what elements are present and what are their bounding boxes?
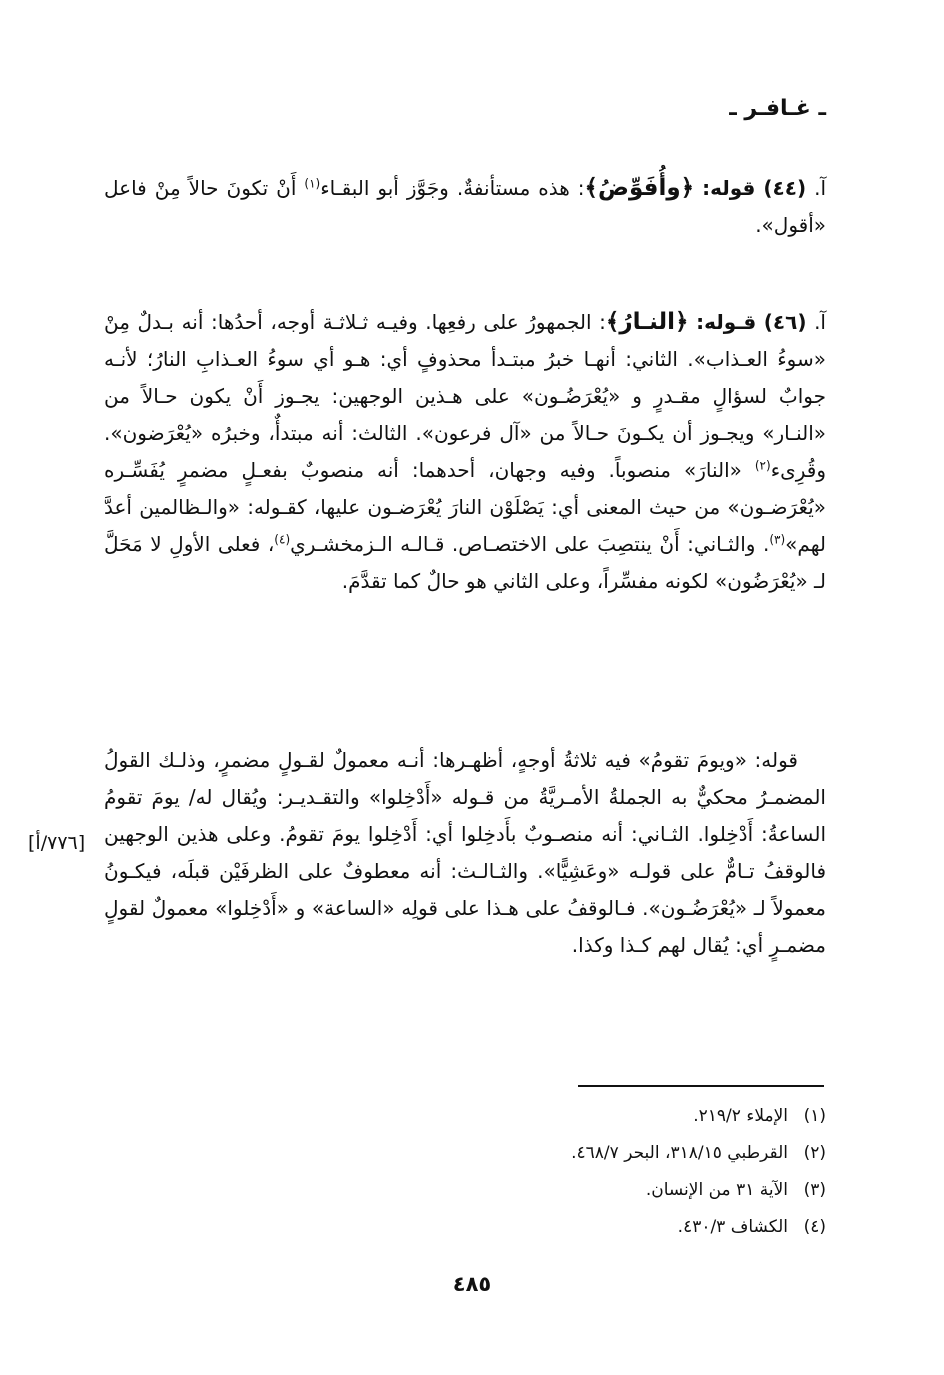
footnote-text: الإملاء ٢١٩/٢. [693,1106,788,1126]
footnote-number: (١) [803,1106,826,1126]
footnote-item [226,1098,826,1135]
footnote-number: (٢) [803,1143,826,1163]
verse-number: (٤٤) [763,176,807,200]
footnote-text: القرطبي ٣١٨/١٥، البحر ٤٦٨/٧. [571,1143,788,1163]
paragraph-text: أَنْ تكونَ حالاً مِنْ فاعل «أقول». [104,176,826,237]
paragraph-text: «النارَ» منصوباً. وفيه وجهان، أحدهما: أنه منصوبٌ بفعـلٍ مضمرٍ يُفَسِّـره «يُعْرَضـون» من حيث المعنى أي: يَصْلَوْن النارَ يُعْرَضـون عليها، كقـوله: «والـظالمين أعدَّ لهم» [104,458,826,556]
footnote-text: الآية ٣١ من الإنسان. [645,1180,788,1200]
paragraph-text: : هذه مستأنفةٌ. وجَوَّز أبو البقـاء [320,176,585,200]
footnote-reference: (٢) [754,458,771,473]
footnote-item [226,1209,826,1246]
qawluh-keyword: قوله: [702,176,756,200]
paragraph-text: : الجمهورُ على رفعِها. وفيـه ثـلاثـة أوجه، أحدُها: أنه بـدلٌ مِنْ «سوءُ العـذاب». الثاني: أنهـا خبرُ مبتـدأ محذوفٍ أي: هـو أي سوءُ العـذابِ النارُ؛ لأنـه جوابٌ لسؤالٍ مقـدرٍ و «يُعْرَضُـون» على هـذين الوجهين: يجـوز أَنْ يكون حـالاً من «النـار» ويجـوز أن يكـونَ حـالاً من «آل فرعون». الثالث: أنه مبتدأٌ، وخبرُه «يُعْرَضون». وقُرِىء [104,310,826,482]
footnotes [226,1098,826,1246]
footnote-number: (٣) [803,1180,826,1200]
footnote-reference: (٤) [274,532,291,547]
footnote-separator [578,1085,824,1087]
verse-number: (٤٦) [763,310,807,334]
commentary-paragraph-2 [104,304,826,600]
qawluh-keyword: قـوله: [696,310,757,334]
paragraph-text: . والثـاني: أَنْ ينتصِبَ على الاختصـاص. قـالـه الـزمخشـري [290,532,770,556]
page-number: ٤٨٥ [452,1272,492,1296]
commentary-paragraph-3 [104,742,826,964]
paragraph-text: قوله: «ويومَ تقومُ» فيه ثلاثةُ أوجهٍ، أظهـرها: أنـه معمولٌ لقـولٍ مضمرٍ، وذلـك القولُ المضمـرُ محكيٌّ به الجملةُ الأمـريَّةُ من قـوله «أَدْخِلوا» والتقـديـر: ويُقال له/ يومَ تقومُ الساعةُ: أَدْخِلوا. الثـاني: أنه منصـوبٌ بأَدخِلوا أي: أَدْخِلوا يومَ تقومُ. وعلى هذين الوجهين فالوقفُ تـامٌّ على قولـه «وعَشِيًّا». والثـالـث: أنه معطوفٌ على الظرفَيْن قبلَه، فيكـونُ معمولاً لـ «يُعْرَضُـون». فـالوقفُ على هـذا على قولِه «الساعة» و «أَدْخِلوا» معمولٌ لقولٍ مضمـرٍ أي: يُقال لهم كـذا وكذا. [104,748,826,957]
quranic-word: ﴿وأُفَوِّضُ﴾ [584,175,695,201]
footnote-reference: (٣) [769,532,786,547]
footnote-number: (٤) [803,1217,826,1237]
manuscript-folio-reference: [٧٧٦/أ] [28,832,86,854]
running-header: ـ غـافـر ـ [729,96,826,121]
footnote-text: الكشاف ٤٣٠/٣. [677,1217,788,1237]
footnote-reference: (١) [304,176,321,191]
footnote-item [226,1135,826,1172]
paragraph-text: ، فعلى الأولِ لا مَحَلَّ لـ «يُعْرَضُون» لكونه مفسِّراً، وعلى الثاني هو حالٌ كما تقدَّمَ. [104,532,826,593]
commentary-paragraph-1 [104,170,826,244]
section-mark: آ. [814,176,827,200]
quranic-word: ﴿النـارُ﴾ [605,309,689,335]
section-mark: آ. [814,310,826,334]
footnote-item [226,1172,826,1209]
